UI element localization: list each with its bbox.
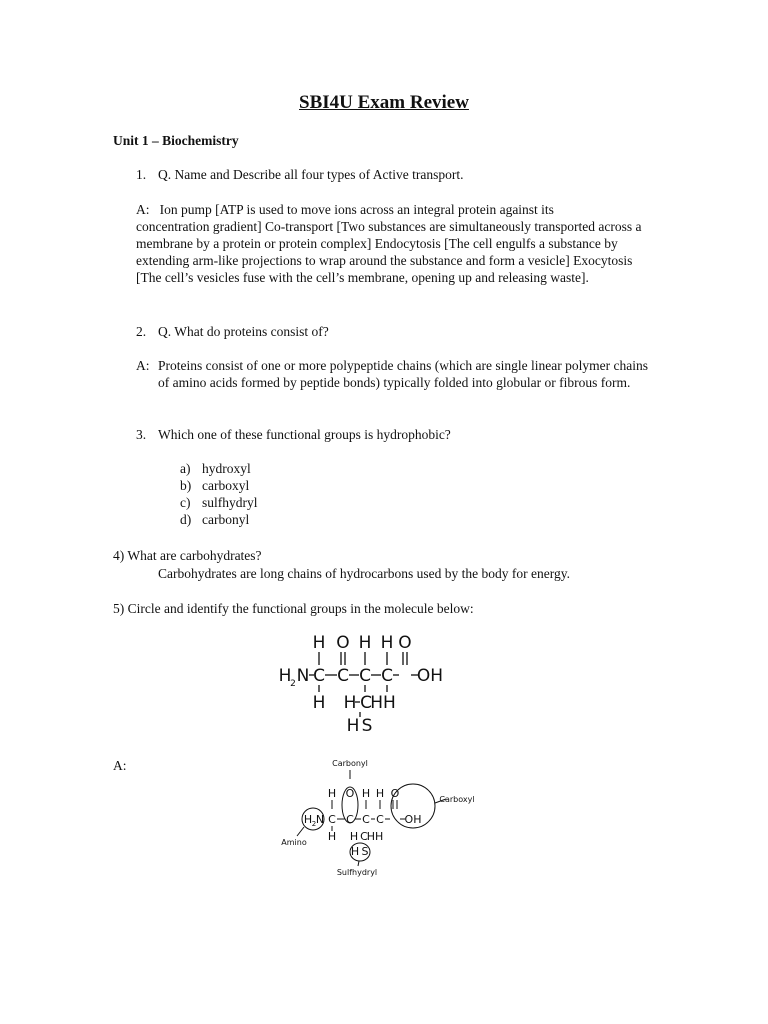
question-text: Q. What do proteins consist of?: [158, 324, 329, 339]
question-number: 3.: [136, 427, 147, 442]
atom-label: H: [358, 633, 372, 653]
atom-label: C: [337, 666, 349, 686]
atom-label: O: [398, 633, 412, 653]
answer-label: A:: [136, 202, 150, 217]
question-2: [136, 323, 329, 340]
answer-1: [136, 201, 656, 286]
atom-label: H: [312, 633, 326, 653]
question-5: 5) Circle and identify the functional groups in the molecule below:: [113, 601, 474, 616]
svg-text:H: H: [327, 787, 337, 800]
atom-label: H: [346, 716, 360, 736]
svg-text:2: 2: [311, 820, 317, 828]
svg-text:HH: HH: [366, 830, 384, 843]
svg-text:C: C: [376, 813, 384, 826]
atom-label: C: [360, 693, 372, 713]
answer-text: concentration gradient] Co-transport [Two substances are simultaneously transported across a membrane by a protein or protein complex] Endocytosis [The cell engulfs a substance by extending arm-like projections to wrap around the substance and form a vesicle] Exocytosis [The cell’s vesicles fuse with the cell’s membrane, opening up and releasing waste].: [136, 219, 642, 285]
atom-label: N: [296, 666, 310, 686]
option-item: d) carbonyl: [180, 512, 250, 527]
svg-text:H: H: [303, 813, 313, 826]
amino-label: Amino: [281, 838, 307, 847]
svg-text:H: H: [375, 787, 385, 800]
atom-label: C: [359, 666, 371, 686]
question-1: [136, 166, 464, 183]
carboxyl-label: Carboxyl: [439, 795, 475, 804]
sulfhydryl-label: Sulfhydryl: [336, 868, 378, 877]
svg-text:H: H: [361, 787, 371, 800]
svg-text:S: S: [361, 845, 369, 858]
atom-label: HH: [370, 693, 396, 713]
answer-2: [136, 357, 666, 391]
svg-text:C: C: [328, 813, 336, 826]
answer-text-first: Ion pump [ATP is used to move ions across an integral protein against its: [159, 202, 554, 217]
question-4: 4) What are carbohydrates?: [113, 548, 262, 563]
svg-text:H: H: [349, 830, 359, 843]
atom-label: OH: [416, 666, 444, 686]
svg-text:N: N: [315, 813, 325, 826]
svg-text:C: C: [360, 830, 368, 843]
atom-label: H: [278, 666, 292, 686]
unit-heading: Unit 1 – Biochemistry: [113, 133, 239, 148]
question-number: 1.: [136, 167, 147, 182]
atom-label: H: [312, 693, 326, 713]
svg-text:OH: OH: [404, 813, 422, 826]
question-3: [136, 426, 451, 443]
option-item: c) sulfhydryl: [180, 495, 258, 510]
subscript: 2: [290, 679, 296, 689]
answer-5-label: A:: [113, 758, 127, 773]
atom-label: C: [313, 666, 325, 686]
svg-text:C: C: [346, 813, 354, 826]
annotated-molecule-diagram: [270, 752, 500, 882]
answer-text: Proteins consist of one or more polypeptide chains (which are single linear polymer chains of amino acids formed by peptide bonds) typically folded into globular or fibrous form.: [158, 358, 648, 390]
atom-label: H: [343, 693, 357, 713]
answer-label: A:: [136, 358, 150, 373]
atom-label: H: [380, 633, 394, 653]
svg-text:H: H: [350, 845, 360, 858]
atom-label: O: [336, 633, 350, 653]
carbonyl-label: Carbonyl: [332, 759, 368, 768]
option-item: a) hydroxyl: [180, 461, 251, 476]
svg-text:H: H: [327, 830, 337, 843]
options-list: [180, 460, 258, 528]
svg-text:O: O: [390, 787, 400, 800]
answer-4: Carbohydrates are long chains of hydrocarbons used by the body for energy.: [158, 566, 571, 581]
question-text: Which one of these functional groups is hydrophobic?: [158, 427, 451, 442]
atom-label: S: [361, 716, 373, 736]
svg-text:C: C: [362, 813, 370, 826]
molecule-diagram: [270, 628, 450, 738]
question-text: Q. Name and Describe all four types of Active transport.: [158, 167, 464, 182]
atom-label: C: [381, 666, 393, 686]
page-title: SBI4U Exam Review: [299, 92, 469, 113]
svg-text:O: O: [345, 787, 355, 800]
option-item: b) carboxyl: [180, 478, 250, 493]
question-number: 2.: [136, 324, 147, 339]
